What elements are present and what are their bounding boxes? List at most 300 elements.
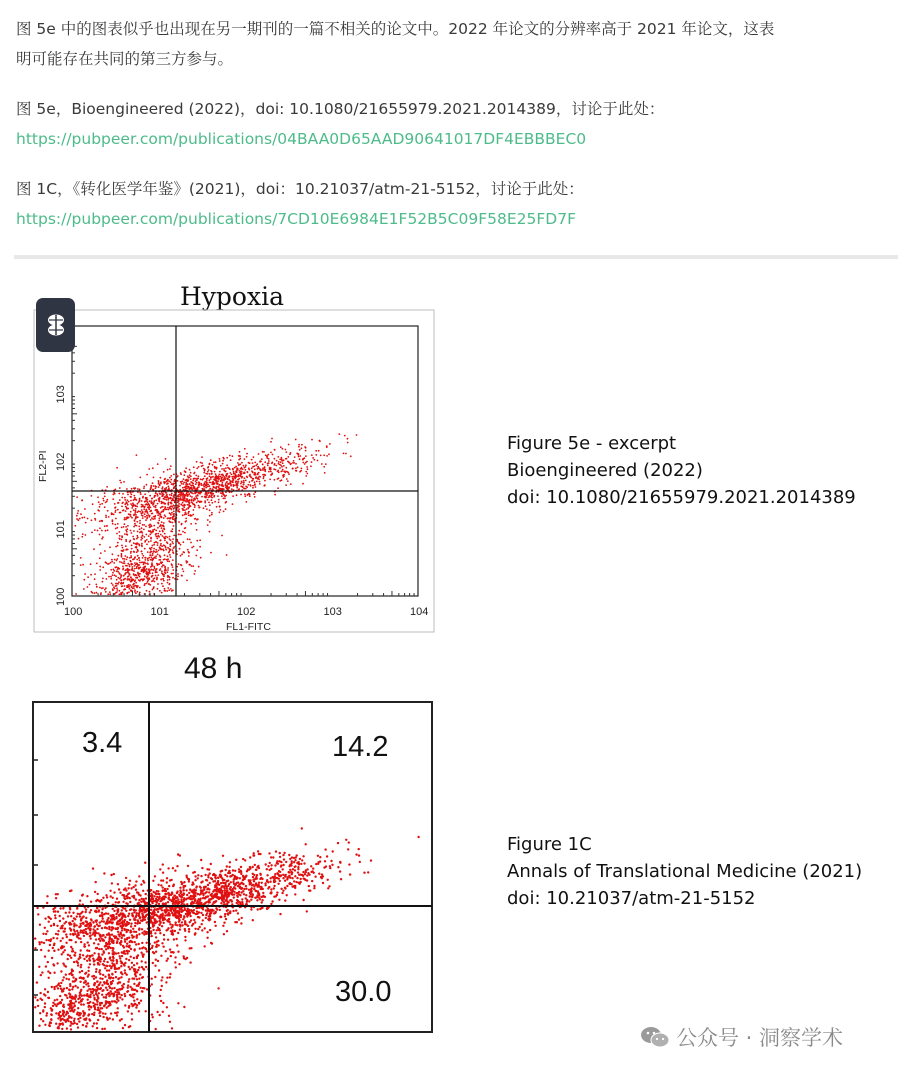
scatter-point (219, 916, 221, 918)
scatter-point (103, 1005, 105, 1007)
scatter-point (121, 927, 123, 929)
scatter-point (89, 927, 91, 929)
scatter-point (138, 943, 140, 945)
scatter-point (126, 952, 128, 954)
scatter-point (279, 880, 281, 882)
scatter-point (83, 945, 85, 947)
scatter-point (86, 955, 88, 957)
scatter-point (55, 1023, 57, 1025)
scatter-point (66, 997, 68, 999)
scatter-point (230, 875, 232, 877)
scatter-point (90, 991, 92, 993)
scatter-point (39, 992, 41, 994)
scatter-point (73, 923, 75, 925)
scatter-point (41, 941, 43, 943)
scatter-point (74, 930, 76, 932)
scatter-point (215, 907, 217, 909)
scatter-point (134, 922, 136, 924)
scatter-point (88, 1008, 90, 1010)
scatter-point (266, 874, 268, 876)
scatter-point (62, 937, 64, 939)
scatter-point (121, 961, 123, 963)
scatter-point (127, 915, 129, 917)
scatter-point (102, 989, 104, 991)
scatter-point (93, 960, 95, 962)
scatter-point (183, 889, 185, 891)
scatter-point (166, 960, 168, 962)
scatter-point (34, 947, 36, 949)
scatter-point (145, 893, 147, 895)
scatter-point (96, 928, 98, 930)
scatter-point (39, 924, 41, 926)
scatter-point (206, 931, 208, 933)
scatter-point (208, 891, 210, 893)
scatter-point (141, 960, 143, 962)
scatter-point (94, 891, 96, 893)
scatter-point (121, 998, 123, 1000)
scatter-point (268, 852, 270, 854)
scatter-point (270, 864, 272, 866)
scatter-point (141, 898, 143, 900)
scatter-point (145, 966, 147, 968)
scatter-point (125, 902, 127, 904)
scatter-point (154, 875, 156, 877)
scatter-point (69, 922, 71, 924)
scatter-point (120, 972, 122, 974)
scatter-point (100, 938, 102, 940)
scatter-point (81, 998, 83, 1000)
scatter-point (194, 879, 196, 881)
scatter-point (138, 982, 140, 984)
scatter-point (272, 856, 274, 858)
scatter-point (119, 1019, 121, 1021)
scatter-point (236, 899, 238, 901)
scatter-point (162, 863, 164, 865)
scatter-point (73, 961, 75, 963)
scatter-point (253, 854, 255, 856)
scatter-point (126, 974, 128, 976)
scatter-point (164, 914, 166, 916)
scatter-point (270, 903, 272, 905)
scatter-point (187, 908, 189, 910)
scatter-point (211, 942, 213, 944)
scatter-point (73, 980, 75, 982)
scatter-point (193, 902, 195, 904)
scatter-point (224, 884, 226, 886)
scatter-point (164, 893, 166, 895)
scatter-point (243, 893, 245, 895)
scatter-point (97, 893, 99, 895)
scatter-point (98, 953, 100, 955)
scatter-point (104, 1013, 106, 1015)
scatter-point (209, 915, 211, 917)
scatter-point (117, 1011, 119, 1013)
scatter-point (93, 997, 95, 999)
scatter-point (131, 941, 133, 943)
scatter-point (152, 915, 154, 917)
scatter-point (93, 1012, 95, 1014)
scatter-point (86, 960, 88, 962)
scatter-point (348, 841, 350, 843)
scatter-point (161, 925, 163, 927)
scatter-point (47, 997, 49, 999)
scatter-point (133, 897, 135, 899)
scatter-point (295, 881, 297, 883)
scatter-point (83, 943, 85, 945)
scatter-point (176, 892, 178, 894)
scatter-point (235, 909, 237, 911)
scatter-point (80, 949, 82, 951)
scatter-point (167, 867, 169, 869)
scatter-point (269, 881, 271, 883)
scatter-point (286, 885, 288, 887)
scatter-point (99, 925, 101, 927)
scatter-point (155, 946, 157, 948)
scatter-point (61, 947, 63, 949)
scatter-point (121, 937, 123, 939)
scatter-point (332, 850, 334, 852)
scatter-point (136, 962, 138, 964)
scatter-point (348, 863, 350, 865)
scatter-point (359, 861, 361, 863)
scatter-point (65, 942, 67, 944)
scatter-point (102, 950, 104, 952)
scatter-point (202, 908, 204, 910)
scatter-point (142, 976, 144, 978)
scatter-point (188, 892, 190, 894)
scatter-point (197, 874, 199, 876)
figure1-xtick-label: 100 (64, 606, 83, 618)
scatter-point (134, 925, 136, 927)
scatter-point (122, 951, 124, 953)
scatter-point (159, 916, 161, 918)
scatter-point (115, 901, 117, 903)
scatter-point (119, 892, 121, 894)
scatter-point (122, 934, 124, 936)
scatter-point (88, 966, 90, 968)
scatter-point (229, 899, 231, 901)
scatter-point (159, 900, 161, 902)
scatter-point (129, 901, 131, 903)
scatter-point (204, 945, 206, 947)
scatter-point (118, 967, 120, 969)
scatter-point (96, 923, 98, 925)
scatter-point (106, 927, 108, 929)
scatter-point (187, 865, 189, 867)
scatter-point (165, 896, 167, 898)
scatter-point (102, 1016, 104, 1018)
scatter-point (48, 977, 50, 979)
scatter-point (93, 942, 95, 944)
scatter-point (45, 933, 47, 935)
scatter-point (339, 870, 341, 872)
scatter-point (184, 939, 186, 941)
scatter-point (110, 895, 112, 897)
scatter-point (250, 899, 252, 901)
scatter-point (228, 866, 230, 868)
scatter-point (229, 888, 231, 890)
scatter-point (139, 973, 141, 975)
scatter-point (191, 898, 193, 900)
scatter-point (118, 888, 120, 890)
scatter-point (181, 911, 183, 913)
scatter-point (93, 926, 95, 928)
scatter-point (138, 1002, 140, 1004)
scatter-point (251, 884, 253, 886)
scatter-point (171, 891, 173, 893)
scatter-point (215, 925, 217, 927)
scatter-point (165, 890, 167, 892)
scatter-point (91, 954, 93, 956)
scatter-point (119, 942, 121, 944)
scatter-point (102, 918, 104, 920)
scatter-point (331, 864, 333, 866)
scatter-point (86, 925, 88, 927)
scatter-point (110, 874, 112, 876)
scatter-point (53, 950, 55, 952)
scatter-point (93, 978, 95, 980)
scatter-point (53, 986, 55, 988)
scatter-point (104, 958, 106, 960)
scatter-point (109, 1017, 111, 1019)
scatter-point (66, 936, 68, 938)
scatter-point (127, 1010, 129, 1012)
scatter-point (340, 878, 342, 880)
scatter-point (254, 864, 256, 866)
scatter-point (40, 974, 42, 976)
scatter-point (253, 852, 255, 854)
scatter-point (179, 892, 181, 894)
scatter-point (89, 963, 91, 965)
scatter-point (221, 870, 223, 872)
scatter-point (96, 1022, 98, 1024)
scatter-point (36, 907, 38, 909)
scatter-point (95, 976, 97, 978)
scatter-point (153, 924, 155, 926)
scatter-point (177, 932, 179, 934)
scatter-point (259, 908, 261, 910)
scatter-point (118, 977, 120, 979)
scatter-point (143, 933, 145, 935)
scatter-point (167, 901, 169, 903)
scatter-point (105, 894, 107, 896)
scatter-point (282, 877, 284, 879)
scatter-point (98, 909, 100, 911)
scatter-point (131, 1005, 133, 1007)
scatter-point (62, 907, 64, 909)
scatter-point (95, 920, 97, 922)
scatter-point (110, 991, 112, 993)
scatter-point (44, 927, 46, 929)
scatter-point (76, 915, 78, 917)
scatter-point (205, 917, 207, 919)
scatter-point (76, 1023, 78, 1025)
scatter-point (116, 942, 118, 944)
scatter-point (310, 865, 312, 867)
scatter-point (239, 877, 241, 879)
scatter-point (131, 934, 133, 936)
scatter-point (282, 890, 284, 892)
scatter-point (106, 969, 108, 971)
scatter-point (256, 899, 258, 901)
scatter-point (64, 949, 66, 951)
scatter-point (185, 875, 187, 877)
scatter-point (102, 897, 104, 899)
scatter-point (164, 911, 166, 913)
scatter-point (118, 915, 120, 917)
scatter-point (71, 950, 73, 952)
scatter-point (138, 875, 140, 877)
scatter-point (120, 925, 122, 927)
scatter-point (267, 881, 269, 883)
scatter-point (38, 1025, 40, 1027)
scatter-point (183, 955, 185, 957)
scatter-point (146, 988, 148, 990)
scatter-point (183, 897, 185, 899)
scatter-point (116, 898, 118, 900)
scatter-point (238, 891, 240, 893)
scatter-point (194, 895, 196, 897)
scatter-point (237, 912, 239, 914)
scatter-point (154, 976, 156, 978)
scatter-point (259, 898, 261, 900)
scatter-point (93, 963, 95, 965)
scatter-point (93, 1006, 95, 1008)
scatter-point (271, 900, 273, 902)
scatter-point (106, 979, 108, 981)
scatter-point (151, 935, 153, 937)
scatter-point (200, 859, 202, 861)
scatter-point (79, 931, 81, 933)
scatter-point (305, 843, 307, 845)
reference-1-link[interactable]: https://pubpeer.com/publications/04BAA0D65AAD90641017DF4EBBBEC0 (16, 130, 587, 148)
scatter-point (138, 1010, 140, 1012)
scatter-point (76, 930, 78, 932)
scatter-point (65, 933, 67, 935)
scatter-point (133, 957, 135, 959)
scatter-point (168, 912, 170, 914)
scatter-point (99, 934, 101, 936)
scatter-point (308, 885, 310, 887)
scatter-point (197, 901, 199, 903)
scatter-point (124, 995, 126, 997)
scatter-point (273, 896, 275, 898)
scatter-point (339, 861, 341, 863)
scatter-point (57, 911, 59, 913)
scatter-point (49, 1021, 51, 1023)
scatter-point (162, 872, 164, 874)
scatter-point (65, 1021, 67, 1023)
scatter-point (82, 1024, 84, 1026)
scatter-point (349, 873, 351, 875)
scatter-point (130, 948, 132, 950)
scatter-point (102, 1012, 104, 1014)
scatter-point (215, 911, 217, 913)
scatter-point (113, 891, 115, 893)
scatter-point (143, 953, 145, 955)
scatter-point (56, 1003, 58, 1005)
scatter-point (77, 1011, 79, 1013)
scatter-point (347, 848, 349, 850)
scatter-point (219, 897, 221, 899)
scatter-point (112, 897, 114, 899)
scatter-point (101, 1028, 103, 1030)
scatter-point (250, 908, 252, 910)
scatter-point (254, 890, 256, 892)
scatter-point (60, 982, 62, 984)
scatter-point (85, 921, 87, 923)
scatter-point (216, 887, 218, 889)
scatter-point (117, 931, 119, 933)
scatter-point (171, 925, 173, 927)
scatter-point (112, 915, 114, 917)
scatter-point (102, 934, 104, 936)
scatter-point (121, 894, 123, 896)
scatter-point (155, 936, 157, 938)
scatter-point (157, 884, 159, 886)
scatter-point (89, 956, 91, 958)
scatter-point (132, 886, 134, 888)
scatter-point (326, 855, 328, 857)
scatter-point (167, 939, 169, 941)
scatter-point (111, 1000, 113, 1002)
scatter-point (112, 980, 114, 982)
scatter-point (211, 893, 213, 895)
scatter-point (47, 961, 49, 963)
scatter-point (103, 960, 105, 962)
scatter-point (45, 965, 47, 967)
scatter-point (152, 911, 154, 913)
scatter-point (275, 850, 277, 852)
reference-2-link[interactable]: https://pubpeer.com/publications/7CD10E6984E1F52B5C09F58E25FD7F (16, 210, 576, 228)
scatter-point (141, 947, 143, 949)
scatter-point (86, 895, 88, 897)
scatter-point (302, 871, 304, 873)
scatter-point (242, 883, 244, 885)
scatter-point (280, 888, 282, 890)
scatter-point (77, 1026, 79, 1028)
scatter-point (60, 970, 62, 972)
scatter-point (258, 853, 260, 855)
scatter-point (330, 860, 332, 862)
scatter-point (257, 865, 259, 867)
scatter-point (69, 1006, 71, 1008)
scatter-point (212, 880, 214, 882)
scatter-point (41, 971, 43, 973)
scatter-point (96, 899, 98, 901)
scatter-point (217, 987, 219, 989)
scatter-point (200, 912, 202, 914)
scatter-point (77, 1007, 79, 1009)
scatter-point (248, 900, 250, 902)
scatter-point (122, 925, 124, 927)
scatter-point (61, 953, 63, 955)
scatter-point (54, 914, 56, 916)
scatter-point (173, 938, 175, 940)
scatter-point (201, 923, 203, 925)
scatter-point (71, 974, 73, 976)
figure1-xtick-label: 104 (410, 606, 429, 618)
scatter-point (114, 937, 116, 939)
scatter-point (176, 917, 178, 919)
scatter-point (92, 1025, 94, 1027)
scatter-point (42, 1009, 44, 1011)
scatter-point (161, 976, 163, 978)
scatter-point (69, 933, 71, 935)
scatter-point (178, 919, 180, 921)
scatter-point (243, 888, 245, 890)
scatter-point (73, 954, 75, 956)
